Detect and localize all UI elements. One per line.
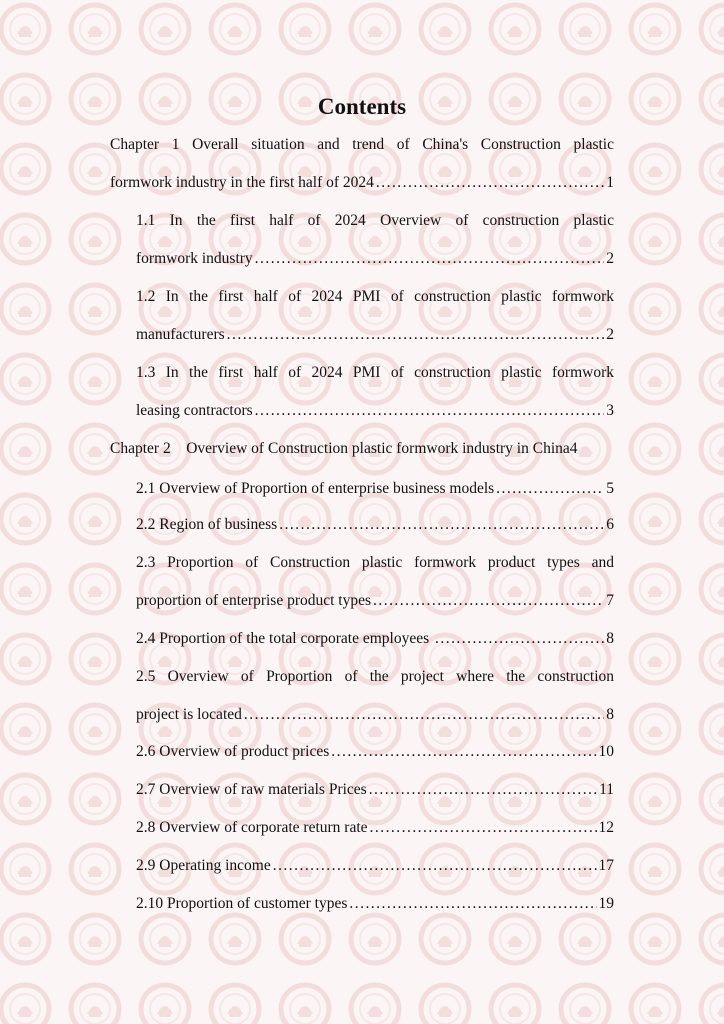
toc-page-number: 19 [598,895,614,912]
dot-leader [369,779,597,801]
toc-page-number: 10 [598,743,614,760]
dot-leader [349,893,596,915]
toc-page-number: 8 [606,630,614,647]
toc-entry-label: project is located [136,706,242,723]
toc-section-2-9[interactable] [136,855,614,877]
toc-entry-label: 2.7 Overview of raw materials Prices [136,781,367,798]
toc-section-2-4[interactable] [136,628,614,650]
toc-section-2-6[interactable] [136,741,614,763]
dot-leader [273,855,597,877]
toc-entry-label: manufacturers [136,326,225,343]
toc-section-1-1-line1: 1.1 In the first half of 2024 Overview of construction plastic [136,212,614,229]
toc-chapter-1-line1: Chapter 1 Overall situation and trend of China's Construction plastic [110,136,614,153]
toc-page-number: 5 [606,480,614,497]
toc-section-2-1[interactable] [136,478,614,500]
toc-page-number: 1 [606,174,614,191]
toc-section-1-2[interactable] [136,324,614,346]
toc-page-number: 11 [599,781,614,798]
toc-entry-label: formwork industry in the first half of 2024 [110,174,374,191]
toc-page-number: 17 [598,857,614,874]
dot-leader [255,400,605,422]
toc-entry-label: leasing contractors [136,402,253,419]
toc-page-number: 6 [606,516,614,533]
dot-leader [496,478,604,500]
toc-section-2-2[interactable] [136,514,614,536]
toc-section-1-1[interactable] [136,248,614,270]
toc-chapter-2[interactable]: Chapter 2 Overview of Construction plastic formwork industry in China4 [110,440,578,457]
dot-leader [331,741,596,763]
toc-section-2-5-line1: 2.5 Overview of Proportion of the project where the construction [136,668,614,685]
toc-section-2-3[interactable] [136,590,614,612]
toc-entry-label: 2.8 Overview of corporate return rate [136,819,368,836]
toc-entry-label: proportion of enterprise product types [136,592,372,609]
toc-page-number: 3 [606,402,614,419]
toc-page-number: 2 [606,326,614,343]
dot-leader [370,817,597,839]
toc-page-number: 12 [598,819,614,836]
toc-section-2-7[interactable] [136,779,614,801]
dot-leader [255,248,605,270]
dot-leader [373,590,604,612]
toc-entry-label: 2.2 Region of business [136,516,278,533]
toc-entry-label: 2.9 Operating income [136,857,271,874]
toc-section-1-2-line1: 1.2 In the first half of 2024 PMI of construction plastic formwork [136,288,614,305]
toc-page-number: 7 [606,592,614,609]
toc-entry-label: formwork industry [136,250,253,267]
toc-entry-label: 2.10 Proportion of customer types [136,895,348,912]
toc-section-2-3-line1: 2.3 Proportion of Construction plastic formwork product types and [136,554,614,571]
toc-section-2-5[interactable] [136,704,614,726]
dot-leader [279,514,604,536]
dot-leader [435,628,604,650]
dot-leader [227,324,605,346]
dot-leader [244,704,604,726]
toc-entry-label: 2.6 Overview of product prices [136,743,330,760]
toc-chapter-1[interactable] [110,172,614,194]
toc-page-number: 8 [606,706,614,723]
toc-page-number: 2 [606,250,614,267]
toc-section-1-3-line1: 1.3 In the first half of 2024 PMI of construction plastic formwork [136,364,614,381]
toc-section-2-10[interactable] [136,893,614,915]
page-title: Contents [317,94,407,119]
toc-entry-label: 2.1 Overview of Proportion of enterprise business models [136,480,495,497]
dot-leader [376,172,604,194]
toc-section-2-8[interactable] [136,817,614,839]
toc-section-1-3[interactable] [136,400,614,422]
toc-entry-label: 2.4 Proportion of the total corporate employees [136,630,434,647]
